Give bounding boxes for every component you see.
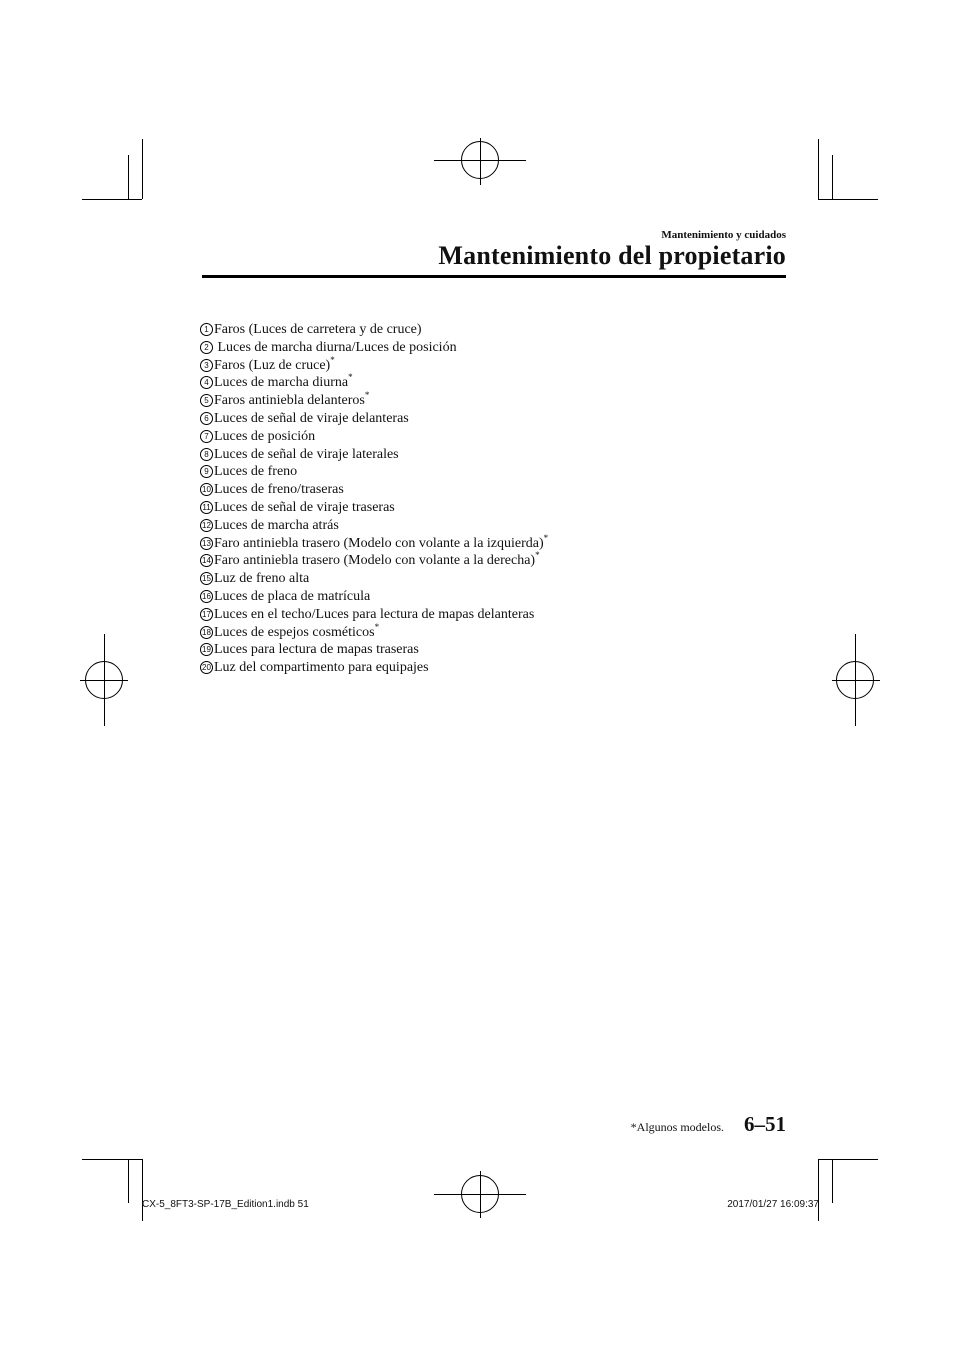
item-text: Luces para lectura de mapas traseras: [214, 642, 419, 658]
list-item: [200, 352, 800, 373]
list-item: [200, 441, 800, 462]
number-badge: 15: [200, 572, 213, 585]
item-text: Faro antiniebla trasero (Modelo con volante a la derecha): [214, 553, 536, 569]
list-item: [200, 476, 800, 498]
number-badge: 3: [200, 359, 213, 372]
list-item: [200, 601, 800, 622]
item-text: Luces de marcha diurna/Luces de posición: [214, 339, 457, 355]
asterisk: *: [348, 372, 353, 383]
number-badge: 10: [200, 483, 213, 496]
item-text: Faros (Luz de cruce): [214, 357, 331, 373]
number-badge: 20: [200, 661, 213, 674]
list-item: [200, 458, 800, 480]
header-rule: [202, 275, 786, 278]
list-item: [200, 423, 800, 444]
item-text: Luces de freno: [214, 464, 298, 480]
number-badge: 14: [200, 554, 213, 567]
item-text: Luces de marcha diurna: [214, 375, 349, 391]
number-badge: 13: [200, 537, 213, 550]
lights-list: [200, 316, 800, 676]
item-text: Luz de freno alta: [214, 571, 310, 587]
item-text: Luces de posición: [214, 428, 316, 444]
list-item: [200, 334, 800, 355]
page-title: Mantenimiento del propietario: [438, 241, 786, 270]
list-item: [200, 405, 800, 426]
list-item: [200, 636, 800, 658]
list-item: [200, 316, 800, 337]
item-text: Luces de freno/traseras: [214, 482, 344, 498]
number-badge: 6: [200, 412, 213, 425]
item-text: Luces de señal de viraje traseras: [214, 499, 395, 515]
number-badge: 16: [200, 590, 213, 603]
item-text: Luces de señal de viraje laterales: [214, 446, 399, 462]
number-badge: 1: [200, 323, 213, 336]
item-text: Faros antiniebla delanteros: [214, 393, 365, 409]
section-label: Mantenimiento y cuidados: [661, 229, 786, 241]
number-badge: 2: [200, 341, 213, 354]
number-badge: 4: [200, 376, 213, 389]
number-badge: 12: [200, 519, 213, 532]
item-text: Luces de espejos cosméticos: [214, 624, 375, 640]
number-badge: 19: [200, 643, 213, 656]
list-item: [200, 387, 800, 409]
list-item: [200, 547, 800, 569]
list-item: [200, 583, 800, 604]
asterisk: *: [364, 390, 370, 401]
item-text: Faro antiniebla trasero (Modelo con volante a la izquierda): [214, 535, 544, 551]
asterisk: *: [374, 621, 380, 632]
print-timestamp: 2017/01/27 16:09:37: [727, 1199, 819, 1210]
footnote: *Algunos modelos.: [630, 1120, 724, 1134]
item-text: Luz del compartimento para equipajes: [214, 660, 429, 676]
asterisk: *: [330, 354, 335, 365]
number-badge: 11: [200, 501, 213, 514]
asterisk: *: [543, 532, 549, 543]
list-item: [200, 530, 800, 551]
number-badge: 5: [200, 394, 213, 407]
item-text: Luces de marcha atrás: [214, 517, 339, 533]
asterisk: *: [535, 550, 540, 561]
item-text: Faros (Luces de carretera y de cruce): [214, 322, 422, 337]
list-item: [200, 512, 800, 533]
page-number: 6–51: [744, 1112, 786, 1136]
number-badge: 18: [200, 626, 213, 639]
list-item: [200, 654, 800, 676]
print-file-info: CX-5_8FT3-SP-17B_Edition1.indb 51: [142, 1199, 309, 1210]
item-text: Luces de señal de viraje delanteras: [214, 410, 409, 426]
number-badge: 7: [200, 430, 213, 443]
number-badge: 8: [200, 448, 213, 461]
item-text: Luces en el techo/Luces para lectura de mapas delanteras: [214, 606, 535, 622]
list-item: [200, 494, 800, 515]
number-badge: 9: [200, 465, 213, 478]
list-item: [200, 369, 800, 391]
item-text: Luces de placa de matrícula: [214, 588, 371, 604]
number-badge: 17: [200, 608, 213, 621]
